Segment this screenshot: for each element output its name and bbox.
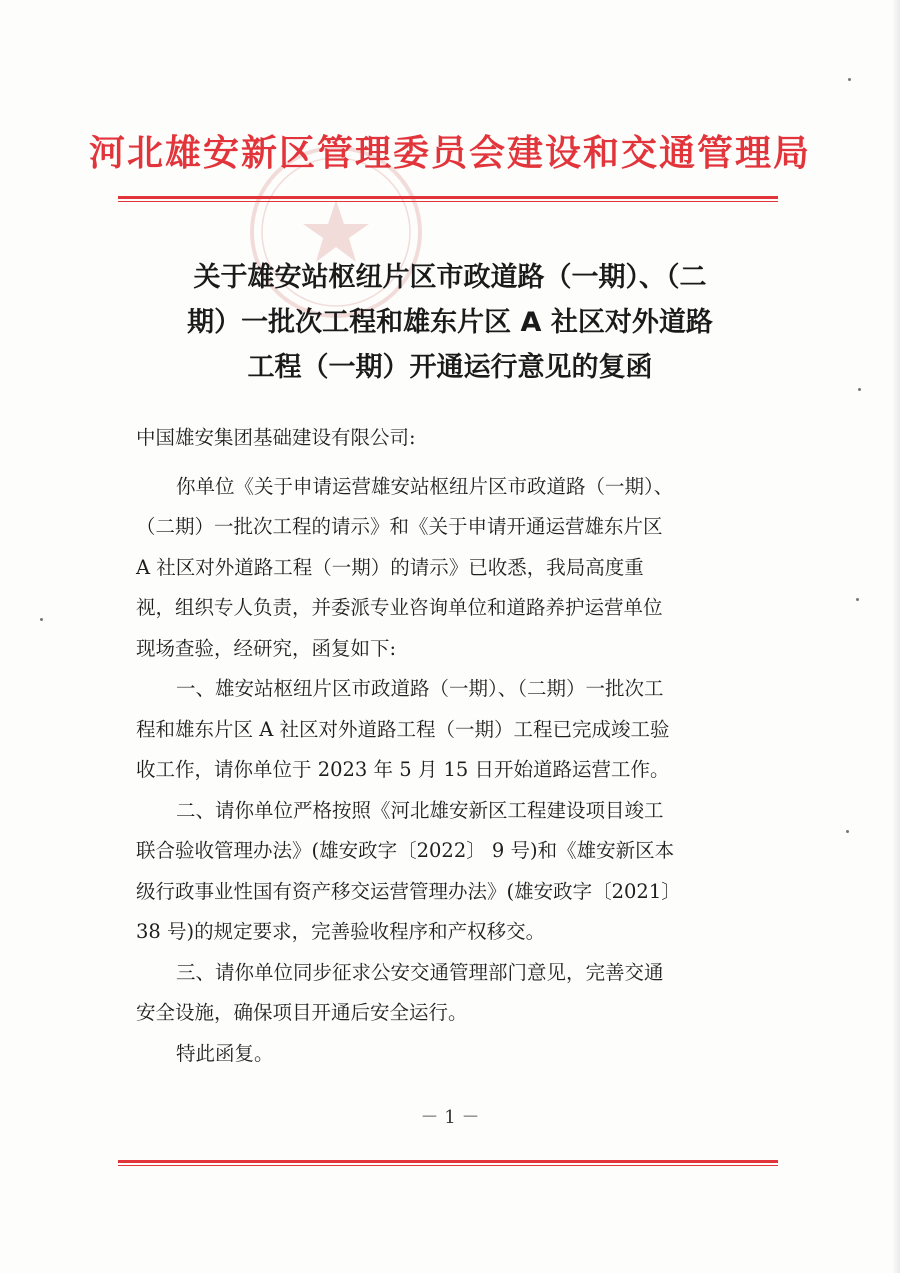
body-line: 安全设施，确保项目开通后安全运行。 [136,1001,468,1024]
body-line: A 社区对外道路工程（一期）的请示》已收悉，我局高度重 [136,555,644,579]
body-line: 38 号)的规定要求，完善验收程序和产权移交。 [136,920,546,943]
body-line: 级行政事业性国有资产移交运营管理办法》(雄安政字〔2021〕 [136,879,681,903]
letterhead-red-rule [118,196,778,202]
scan-speck [856,598,859,601]
body-line: 程和雄东片区 A 社区对外道路工程（一期）工程已完成竣工验 [136,717,670,741]
paragraph-item-1 [136,669,786,791]
footer-red-rule [118,1160,778,1166]
body-line: 你单位《关于申请运营雄安站枢纽片区市政道路（一期）、 [176,474,674,498]
body-line: 现场查验，经研究，函复如下: [136,636,397,660]
scan-speck [846,830,849,833]
title-line: 工程（一期）开通运行意见的复函 [247,352,653,383]
paragraph-closing [136,1034,786,1075]
scan-speck [848,78,851,81]
body-line: 收工作，请你单位于 2023 年 5 月 15 日开始道路运营工作。 [136,758,670,781]
body-line: 三、请你单位同步征求公安交通管理部门意见，完善交通 [176,960,664,984]
body-line: 联合验收管理办法》(雄安政字〔2022〕 9 号)和《雄安新区本 [136,839,675,862]
title-line: 关于雄安站枢纽片区市政道路（一期）、（二 [193,262,707,293]
body-line: 视，组织专人负责，并委派专业咨询单位和道路养护运营单位 [136,596,663,619]
body-line: 一、雄安站枢纽片区市政道路（一期）、（二期）一批次工 [176,677,664,700]
document-title [120,255,780,390]
page-number: － 1 － [420,1107,480,1128]
body-line: （二期）一批次工程的请示》和《关于申请开通运营雄东片区 [136,515,663,538]
body-line: 二、请你单位严格按照《河北雄安新区工程建设项目竣工 [176,798,664,822]
letterhead-agency-name: 河北雄安新区管理委员会建设和交通管理局 [88,132,811,174]
body-line: 特此函复。 [176,1041,274,1065]
scan-shadow-edge [892,0,900,1273]
paragraph-item-3 [136,953,786,1034]
title-line: 期）一批次工程和雄东片区 A 社区对外道路 [187,307,713,338]
addressee: 中国雄安集团基础建设有限公司: [136,426,416,449]
scan-speck [40,618,43,621]
letter-body [136,418,786,1074]
scan-speck [858,388,861,391]
paragraph-intro [136,467,786,670]
paragraph-item-2 [136,791,786,953]
